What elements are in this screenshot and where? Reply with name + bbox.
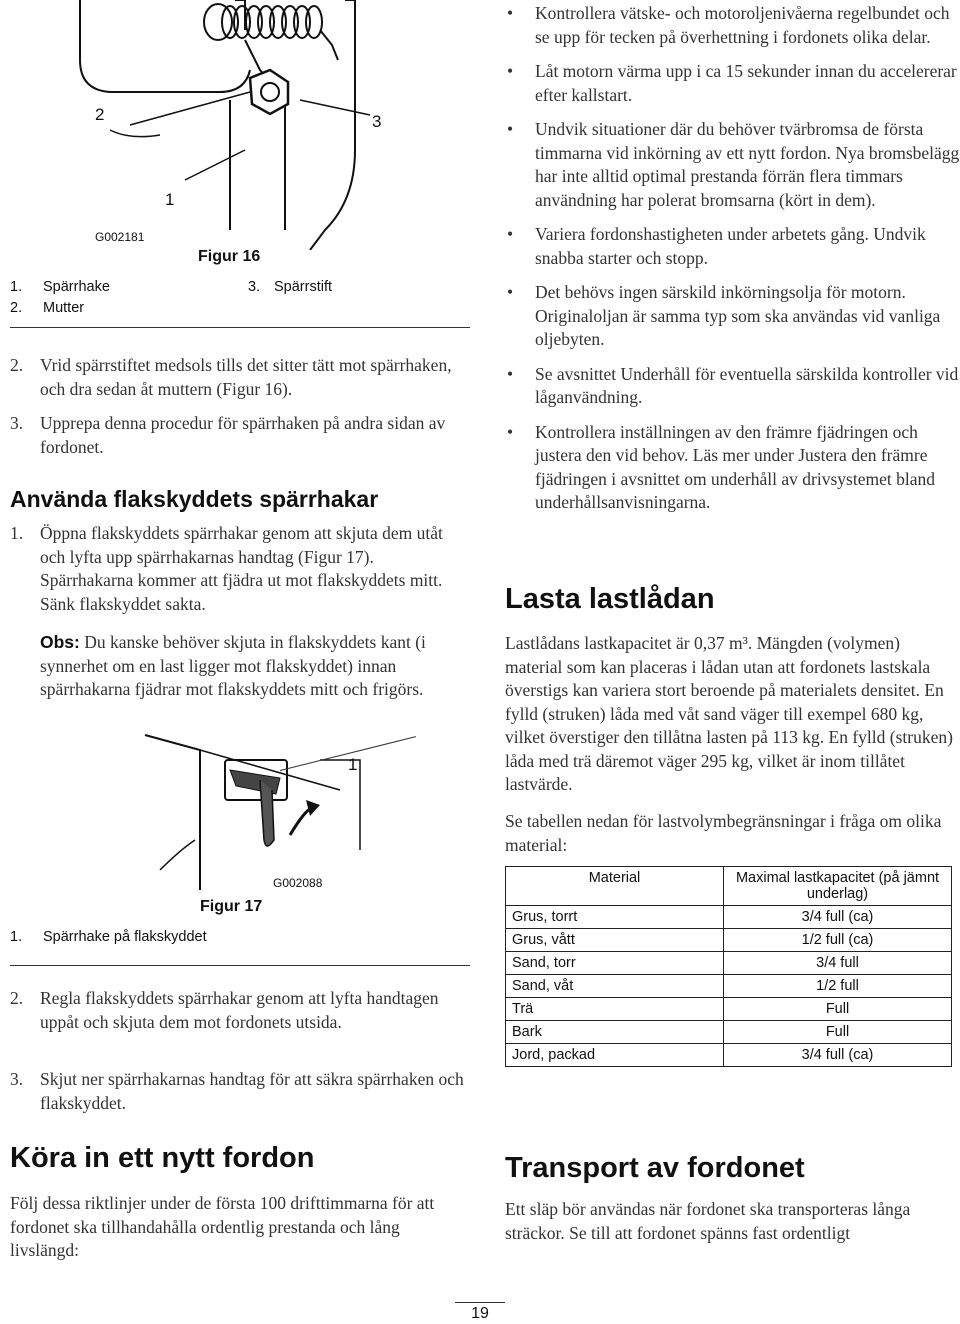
bullet-icon: • [507, 363, 514, 384]
step-text: Regla flakskyddets spärrhakar genom att lyfta handtagen uppåt och skjuta dem mot fordonets utsida. [40, 988, 439, 1032]
list-item [505, 363, 960, 410]
table-header-cell: Material [506, 867, 724, 906]
figure-16-rule [10, 327, 470, 328]
legend-num: 2. [10, 300, 23, 316]
step-text: Skjut ner spärrhakarnas handtag för att säkra spärrhaken och flakskyddet. [40, 1069, 464, 1113]
bullet-icon: • [507, 421, 514, 442]
step-number: 3. [10, 413, 24, 433]
breakin-intro: Följ dessa riktlinjer under de första 100 drifttimmarna för att fordonet ska tillhandahålla ordentlig prestanda och lång livslängd: [10, 1193, 435, 1260]
step-number: 2. [10, 355, 24, 375]
section-heading-load: Lasta lastlådan [505, 583, 715, 615]
bullet-icon: • [507, 282, 514, 302]
figure-16-callout-3: 3 [372, 112, 382, 131]
transport-paragraph: Ett släp bör användas när fordonet ska transporteras långa sträckor. Se till att fordonet spänns fast ordentligt [505, 1199, 911, 1243]
step-text: Öppna flakskyddets spärrhakar genom att skjuta dem utåt och lyfta upp spärrhakarnas handtag (Figur 17). Spärrhakarna kommer att fjädra ut mot flakskyddets mitt. Sänk flakskyddet sakta. [40, 523, 443, 614]
figure-16-callout-1: 1 [165, 190, 175, 209]
list-item [505, 281, 960, 352]
list-item [505, 2, 960, 49]
list-item [505, 118, 960, 212]
load-paragraph-1: Lastlådans lastkapacitet är 0,37 m³. Mängden (volymen) material som kan placeras i lådan utan att fordonets lastskala överstigs kan variera stort beroende på materialets densitet. En fylld (struken) låda med våt sand väger till exempel 680 kg, vilket överstiger den tillåtna lasten på 113 kg. En fylld (struken) låda med trä däremot väger 295 kg, vilket är inom tillåtet lastvärde. [505, 633, 953, 794]
table-row [506, 929, 952, 952]
step-item [10, 987, 470, 1034]
table-cell: Full [724, 1021, 952, 1044]
bullet-text: Se avsnittet Underhåll för eventuella särskilda kontroller vid låganvändning. [535, 363, 959, 407]
legend-num: 3. [248, 279, 261, 295]
legend-label: Spärrhake på flakskyddet [43, 929, 207, 945]
table-cell: 3/4 full (ca) [724, 906, 952, 929]
figure-17-code: G002088 [273, 876, 323, 890]
section-heading-breakin: Köra in ett nytt fordon [10, 1142, 315, 1174]
table-header-cell: Maximal lastkapacitet (på jämnt underlag) [724, 867, 952, 906]
figure-17-rule [10, 965, 470, 966]
legend-label: Spärrstift [274, 279, 333, 295]
figure-17-callout-1: 1 [348, 755, 358, 774]
legend-label: Mutter [43, 300, 85, 316]
table-cell: 3/4 full [724, 952, 952, 975]
table-row [506, 998, 952, 1021]
page-number: 19 [471, 1305, 489, 1322]
table-cell: Grus, vått [506, 929, 724, 952]
figure-17-caption: Figur 17 [200, 898, 263, 915]
table-cell: Trä [506, 998, 724, 1021]
table-cell: Grus, torrt [506, 906, 724, 929]
list-item [505, 421, 960, 515]
note-label: Obs: [40, 632, 80, 652]
bullet-icon: • [507, 61, 514, 81]
figure-16-legend [10, 277, 370, 319]
figure-16-code: G002181 [95, 230, 145, 244]
bullet-text: Det behövs ingen särskild inkörningsolja för motorn. Originaloljan är samma typ som ska användas vid vanliga oljebyten. [535, 282, 941, 349]
figure-16-caption: Figur 16 [198, 248, 261, 265]
table-cell: Sand, våt [506, 975, 724, 998]
table-cell: 1/2 full [724, 975, 952, 998]
step-number: 3. [10, 1069, 24, 1089]
step-number: 1. [10, 523, 24, 543]
table-cell: 3/4 full (ca) [724, 1044, 952, 1067]
section-heading-latch: Använda flakskyddets spärrhakar [10, 486, 379, 512]
note-paragraph [40, 631, 480, 702]
table-row [506, 952, 952, 975]
breakin-bullet-list [505, 2, 960, 526]
table-cell: Jord, packad [506, 1044, 724, 1067]
step-text: Vrid spärrstiftet medsols tills det sitter tätt mot spärrhaken, och dra sedan åt muttern (Figur 16). [40, 355, 452, 399]
table-row [506, 1021, 952, 1044]
bullet-icon: • [507, 224, 514, 244]
legend-label: Spärrhake [43, 279, 110, 295]
page-number-rule [455, 1302, 505, 1303]
bullet-text: Låt motorn värma upp i ca 15 sekunder innan du accelererar efter kallstart. [535, 61, 957, 105]
table-header-row [506, 867, 952, 906]
step-item [10, 1068, 470, 1115]
table-cell: Sand, torr [506, 952, 724, 975]
table-cell: 1/2 full (ca) [724, 929, 952, 952]
table-row [506, 975, 952, 998]
table-cell: Full [724, 998, 952, 1021]
list-item [505, 60, 960, 107]
bullet-icon: • [507, 3, 514, 23]
step-item [10, 522, 470, 616]
list-item [505, 223, 960, 270]
bullet-text: Kontrollera vätske- och motoroljenivåerna regelbundet och se upp för tecken på överhettning i fordonets olika delar. [535, 3, 950, 47]
bullet-text: Kontrollera inställningen av den främre fjädringen och justera den vid behov. Läs mer under Justera den främre fjädringen i avsnittet om underhåll av drivsystemet bland underhållsanvisningarna. [535, 421, 935, 512]
legend-num: 1. [10, 929, 23, 945]
step-number: 2. [10, 988, 24, 1008]
figure-17-legend [10, 927, 370, 948]
load-capacity-table [505, 866, 952, 1067]
load-paragraph-2: Se tabellen nedan för lastvolymbegränsningar i fråga om olika material: [505, 811, 942, 855]
figure-16-illustration [70, 0, 410, 250]
step-text: Upprepa denna procedur för spärrhaken på andra sidan av fordonet. [40, 413, 446, 457]
table-row [506, 1044, 952, 1067]
note-text: Du kanske behöver skjuta in flakskyddets kant (i synnerhet om en last ligger mot flakskyddet) innan spärrhakarna fjädrar mot flakskyddets mitt och frigörs. [40, 632, 426, 699]
step-item [10, 412, 470, 459]
table-cell: Bark [506, 1021, 724, 1044]
section-heading-transport: Transport av fordonet [505, 1152, 805, 1184]
figure-16-callout-2: 2 [95, 105, 105, 124]
bullet-text: Variera fordonshastigheten under arbetets gång. Undvik snabba starter och stopp. [535, 224, 926, 268]
legend-num: 1. [10, 279, 23, 295]
step-item [10, 354, 470, 401]
bullet-icon: • [507, 119, 514, 139]
table-row [506, 906, 952, 929]
bullet-text: Undvik situationer där du behöver tvärbromsa de första timmarna vid inkörning av ett nytt fordon. Nya bromsbelägg har inte alltid optimal prestanda förrän flera timmars användning har polerat bromsarna (kört in dem). [535, 119, 960, 210]
